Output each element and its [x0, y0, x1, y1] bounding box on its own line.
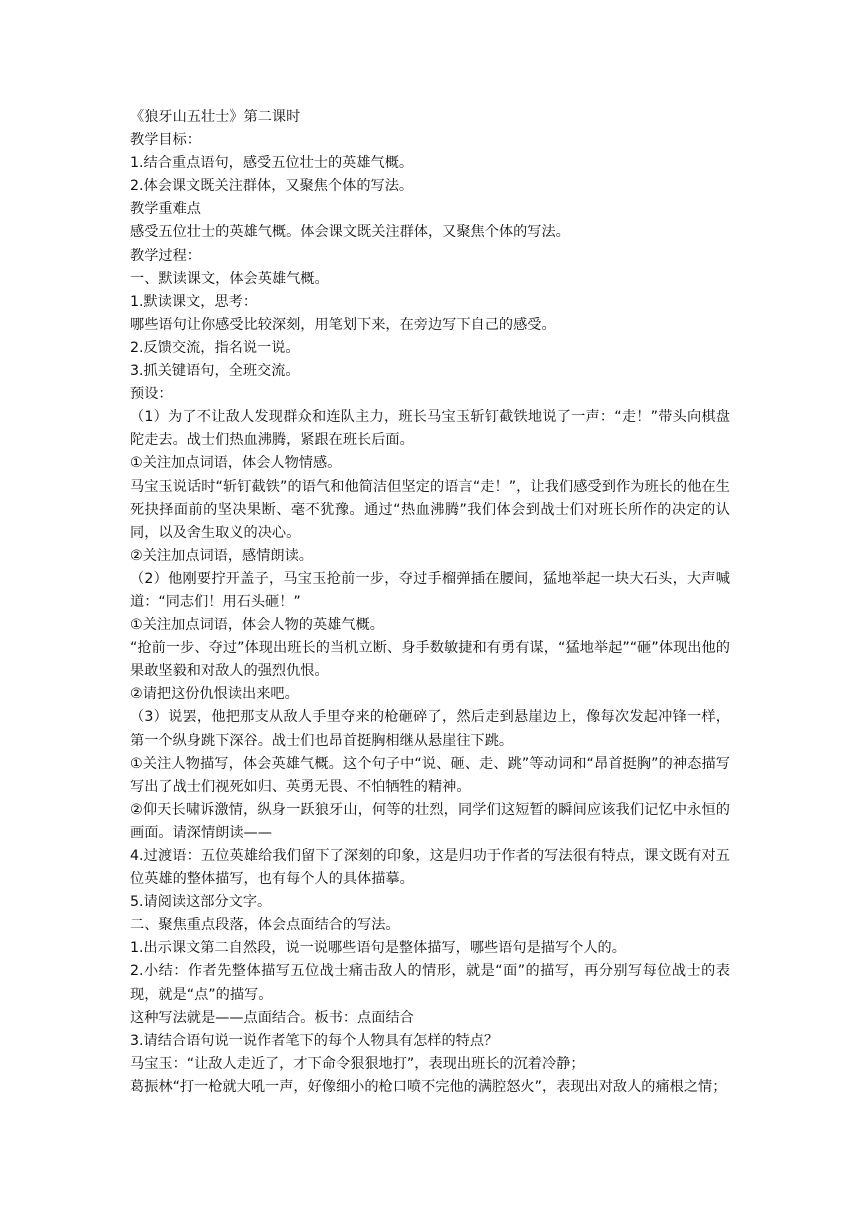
paragraph: 哪些语句让你感受比较深刻，用笔划下来，在旁边写下自己的感受。: [130, 316, 556, 333]
paragraph: 这种写法就是——点面结合。板书：点面结合: [130, 1009, 414, 1026]
step-item: 2.反馈交流，指名说一说。: [130, 339, 300, 356]
quote-paragraph: （1）为了不让敌人发现群众和连队主力，班长马宝玉斩钉截铁地说了一声：“走！”带头向棋盘陀走去。战士们热血沸腾，紧跟在班长后面。: [130, 409, 730, 449]
step-item: 1.默读课文，思考：: [130, 293, 258, 310]
quote-paragraph: （2）他刚要拧开盖子，马宝玉抢前一步，夺过手榴弹插在腰间，猛地举起一块大石头，大声喊道：“同志们！用石头砸！”: [130, 570, 730, 610]
paragraph: 预设：: [130, 386, 173, 403]
paragraph: 葛振林“打一枪就大吼一声，好像细小的枪口喷不完他的满腔怒火”，表现出对敌人的痛根之情；: [130, 1078, 727, 1095]
paragraph: 马宝玉说话时“斩钉截铁”的语气和他简洁但坚定的语言“走！”，让我们感受到作为班长的他在生死抉择面前的坚决果断、毫不犹豫。通过“热血沸腾”我们体会到战士们对班长所作的决定的认同，以及舍生取义的决心。: [130, 478, 730, 541]
objective-item: 2.体会课文既关注群体，又聚焦个体的写法。: [130, 178, 414, 195]
step-item: 3.抓关键语句，全班交流。: [130, 363, 300, 380]
section-heading: 教学过程：: [130, 247, 201, 264]
paragraph: ②请把这份仇恨读出来吧。: [130, 686, 299, 703]
section-heading: 教学重难点: [130, 201, 201, 218]
paragraph: ②关注加点词语，感情朗读。: [130, 547, 313, 564]
paragraph: 感受五位壮士的英雄气概。体会课文既关注群体，又聚焦个体的写法。: [130, 224, 570, 241]
part-heading: 一、默读课文，体会英雄气概。: [130, 270, 329, 287]
step-item: 1.出示课文第二自然段，说一说哪些语句是整体描写，哪些语句是描写个人的。: [130, 940, 626, 957]
paragraph: 马宝玉：“让敌人走近了，才下命令狠狠地打”，表现出班长的沉着冷静；: [130, 1055, 585, 1072]
paragraph: ②仰天长啸诉激情，纵身一跃狼牙山，何等的壮烈，同学们这短暂的瞬间应该我们记忆中永恒的画面。请深情朗读——: [130, 801, 730, 841]
step-item: 4.过渡语：五位英雄给我们留下了深刻的印象，这是归功于作者的写法很有特点，课文既有对五位英雄的整体描写，也有每个人的具体描摹。: [130, 848, 730, 888]
paragraph: ①关注人物描写，体会英雄气概。这个句子中“说、砸、走、跳”等动词和“昂首挺胸”的神态描写写出了战士们视死如归、英勇无畏、不怕牺牲的精神。: [130, 755, 730, 795]
step-item: 5.请阅读这部分文字。: [130, 894, 272, 911]
document-title: 《狼牙山五壮士》第二课时: [130, 109, 301, 125]
part-heading: 二、聚焦重点段落，体会点面结合的写法。: [130, 917, 400, 934]
paragraph: ①关注加点词语，体会人物的英雄气概。: [130, 617, 384, 634]
section-heading: 教学目标：: [130, 132, 201, 149]
paragraph: ①关注加点词语，体会人物情感。: [130, 455, 342, 472]
paragraph: “抢前一步、夺过”体现出班长的当机立断、身手数敏捷和有勇有谋，“猛地举起”“砸”体现出他的果敢坚毅和对敌人的强烈仇恨。: [130, 640, 730, 680]
objective-item: 1.结合重点语句，感受五位壮士的英雄气概。: [130, 155, 414, 172]
quote-paragraph: （3）说罢，他把那支从敌人手里夺来的枪砸碎了，然后走到悬崖边上，像每次发起冲锋一样，第一个纵身跳下深谷。战士们也昂首挺胸相继从悬崖往下跳。: [130, 709, 730, 749]
step-item: 2.小结：作者先整体描写五位战士痛击敌人的情形，就是“面”的描写，再分别写每位战士的表现，就是“点”的描写。: [130, 963, 730, 1003]
document-page: [130, 106, 730, 1099]
step-item: 3.请结合语句说一说作者笔下的每个人物具有怎样的特点？: [130, 1032, 499, 1049]
